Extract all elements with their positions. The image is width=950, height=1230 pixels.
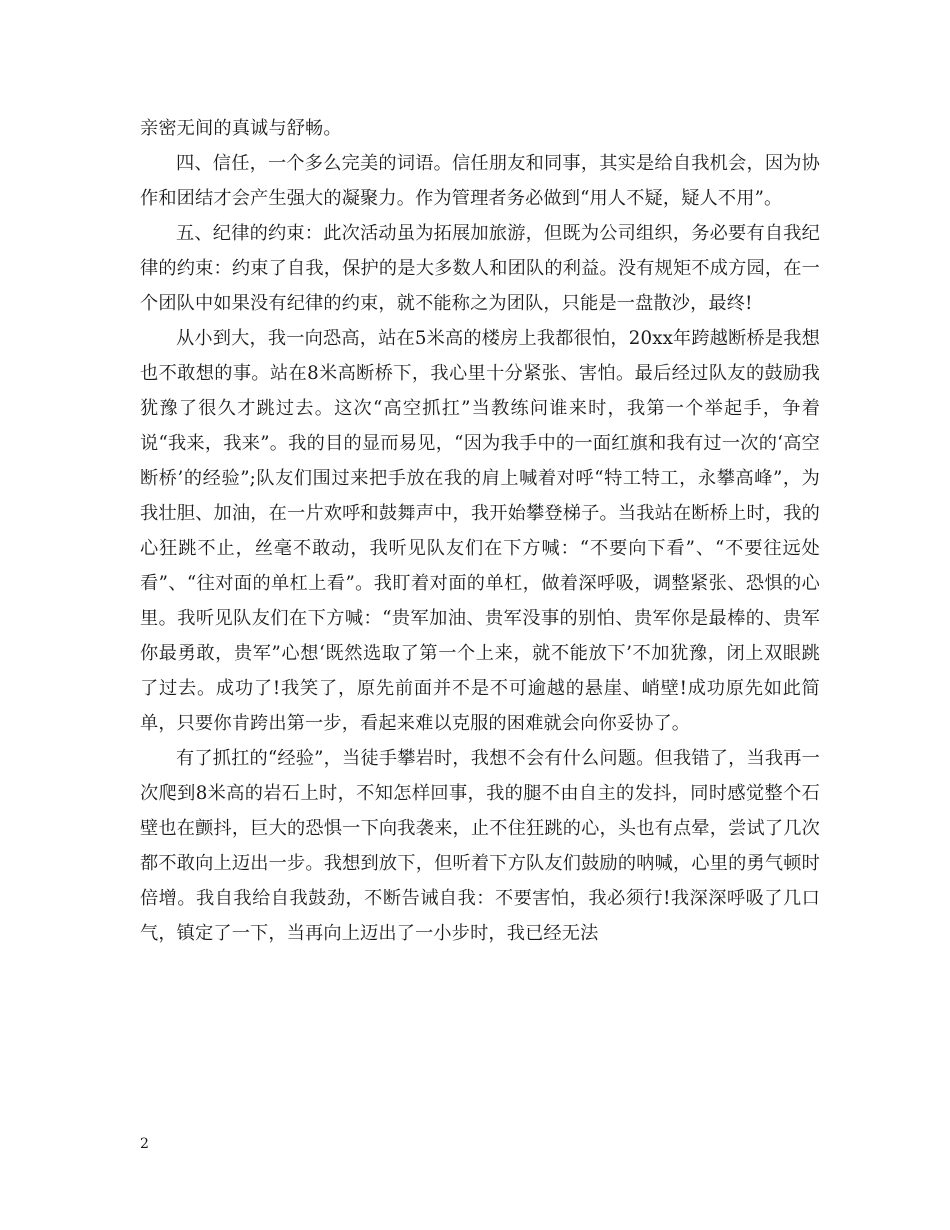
paragraph: 四、信任，一个多么完美的词语。信任朋友和同事，其实是给自我机会，因为协作和团结才会产生强大的凝聚力。作为管理者务必做到“用人不疑，疑人不用”。 <box>140 153 820 209</box>
paragraph: 五、纪律的约束：此次活动虽为拓展加旅游，但既为公司组织，务必要有自我纪律的约束：约束了自我，保护的是大多数人和团队的利益。没有规矩不成方园，在一个团队中如果没有纪律的约束，就不能称之为团队，只能是一盘散沙，最终! <box>140 223 820 314</box>
page-number: 2 <box>140 1136 149 1152</box>
paragraph: 有了抓扛的“经验”，当徒手攀岩时，我想不会有什么问题。但我错了，当我再一次爬到8米高的岩石上时，不知怎样回事，我的腿不由自主的发抖，同时感觉整个石壁也在颤抖，巨大的恐惧一下向我袭来，止不住狂跳的心，头也有点晕，尝试了几次都不敢向上迈出一步。我想到放下，但听着下方队友们鼓励的呐喊，心里的勇气顿时倍增。我自我给自我鼓劲，不断告诫自我：不要害怕，我必须行!我深深呼吸了几口气，镇定了一下，当再向上迈出了一小步时，我已经无法 <box>140 748 820 944</box>
document-body <box>140 111 820 951</box>
paragraph: 从小到大，我一向恐高，站在5米高的楼房上我都很怕，20xx年跨越断桥是我想也不敢想的事。站在8米高断桥下，我心里十分紧张、害怕。最后经过队友的鼓励我犹豫了很久才跳过去。这次“高空抓扛”当教练问谁来时，我第一个举起手，争着说“我来，我来”。我的目的显而易见，“因为我手中的一面红旗和我有过一次的‘高空断桥’的经验”;队友们围过来把手放在我的肩上喊着对呼“特工特工，永攀高峰”，为我壮胆、加油，在一片欢呼和鼓舞声中，我开始攀登梯子。当我站在断桥上时，我的心狂跳不止，丝毫不敢动，我听见队友们在下方喊：“不要向下看”、“不要往远处看”、“往对面的单杠上看”。我盯着对面的单杠，做着深呼吸，调整紧张、恐惧的心里。我听见队友们在下方喊：“贵军加油、贵军没事的别怕、贵军你是最棒的、贵军你最勇敢，贵军”心想‘既然选取了第一个上来，就不能放下’不加犹豫，闭上双眼跳了过去。成功了!我笑了，原先前面并不是不可逾越的悬崖、峭壁!成功原先如此简单，只要你肯跨出第一步，看起来难以克服的困难就会向你妥协了。 <box>140 328 820 734</box>
paragraph: 亲密无间的真诚与舒畅。 <box>140 118 342 139</box>
